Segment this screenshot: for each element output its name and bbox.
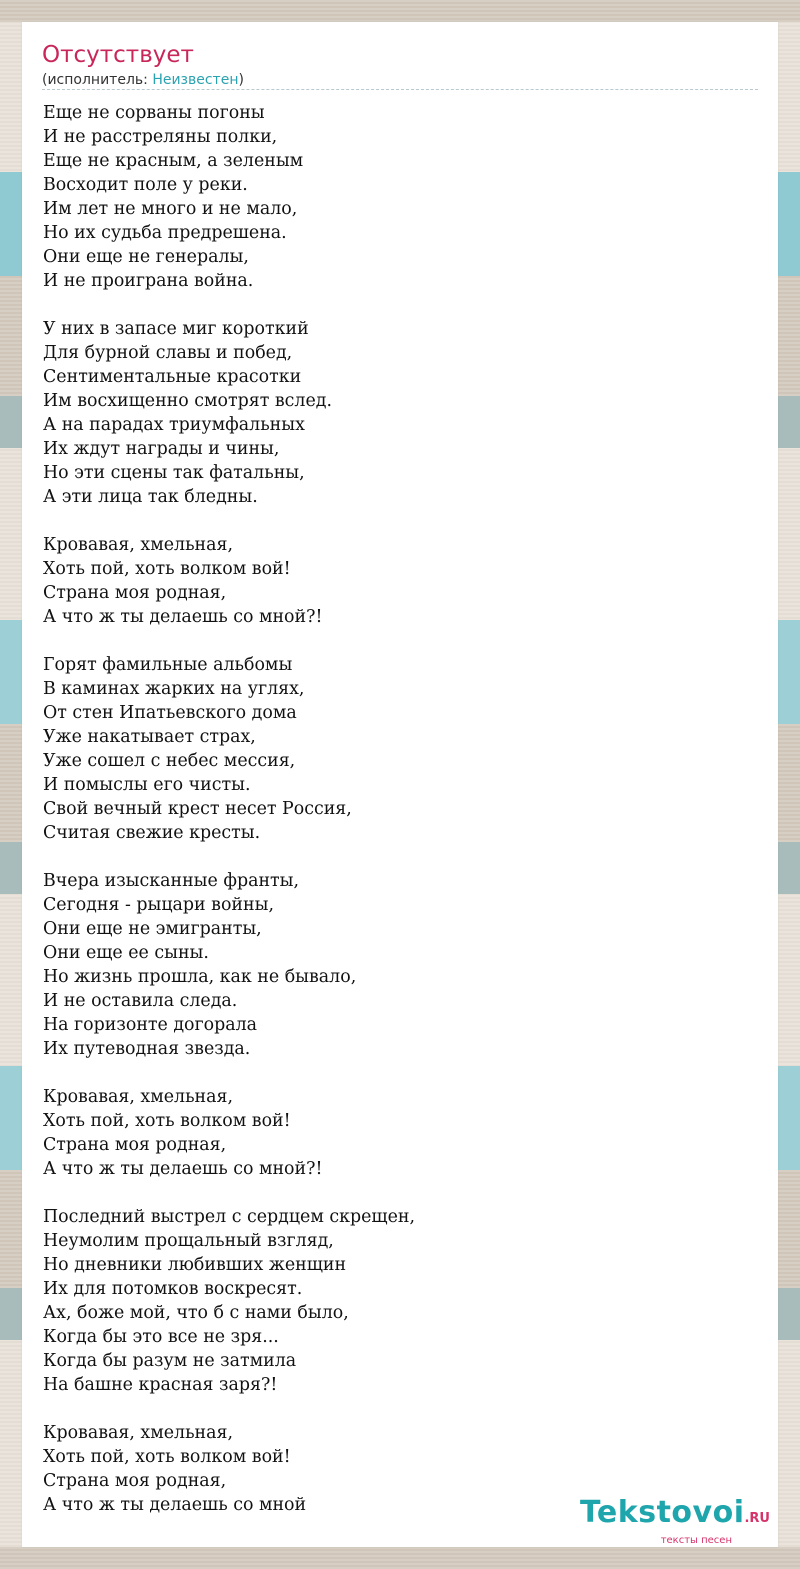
- lyrics-line: Вчера изысканные франты,: [43, 871, 300, 891]
- lyrics-card: [22, 22, 778, 1547]
- lyrics-line: Страна моя родная,: [43, 1135, 227, 1155]
- lyrics-line: И не оставила следа.: [43, 991, 238, 1011]
- logo-domain: .RU: [744, 1511, 770, 1526]
- lyrics-line: На башне красная заря?!: [43, 1375, 278, 1395]
- lyrics-stanza: [43, 1205, 758, 1397]
- logo-name: Tekstovoi: [579, 1495, 745, 1530]
- lyrics-line: А что ж ты делаешь со мной?!: [43, 1159, 323, 1179]
- lyrics-line: И не проиграна война.: [43, 271, 254, 291]
- lyrics-line: Свой вечный крест несет Россия,: [43, 799, 352, 819]
- lyrics-stanza: [43, 869, 758, 1061]
- lyrics-line: Их для потомков воскресят.: [43, 1279, 303, 1299]
- lyrics-line: Сегодня - рыцари войны,: [43, 895, 274, 915]
- lyrics-line: Сентиментальные красотки: [43, 367, 302, 387]
- lyrics-line: Но их судьба предрешена.: [43, 223, 287, 243]
- lyrics-line: Уже сошел с небес мессия,: [43, 751, 296, 771]
- lyrics-line: А на парадах триумфальных: [43, 415, 305, 435]
- lyrics-line: Когда бы это все не зря...: [43, 1327, 279, 1347]
- background-stripe: [0, 1547, 800, 1569]
- lyrics-line: В каминах жарких на углях,: [43, 679, 305, 699]
- artist-suffix: ): [238, 72, 244, 88]
- lyrics-line: Хоть пой, хоть волком вой!: [43, 559, 291, 579]
- lyrics-line: Они еще ее сыны.: [43, 943, 209, 963]
- logo-wordmark: [560, 1497, 770, 1535]
- lyrics-line: Но жизнь прошла, как не бывало,: [43, 967, 357, 987]
- lyrics-line: Неумолим прощальный взгляд,: [43, 1231, 334, 1251]
- lyrics-line: Последний выстрел с сердцем скрещен,: [43, 1207, 415, 1227]
- lyrics-line: Кровавая, хмельная,: [43, 1087, 234, 1107]
- lyrics-line: Им лет не много и не мало,: [43, 199, 298, 219]
- artist-line: [42, 71, 244, 89]
- lyrics-line: Ах, боже мой, что б с нами было,: [43, 1303, 349, 1323]
- lyrics-line: Еще не красным, а зеленым: [43, 151, 304, 171]
- lyrics-line: И не расстреляны полки,: [43, 127, 278, 147]
- lyrics-line: Хоть пой, хоть волком вой!: [43, 1447, 291, 1467]
- lyrics-line: Восходит поле у реки.: [43, 175, 248, 195]
- lyrics-line: У них в запасе миг короткий: [43, 319, 309, 339]
- lyrics-line: От стен Ипатьевского дома: [43, 703, 297, 723]
- lyrics-line: Страна моя родная,: [43, 583, 227, 603]
- lyrics-line: Но дневники любивших женщин: [43, 1255, 347, 1275]
- lyrics-line: Считая свежие кресты.: [43, 823, 261, 843]
- lyrics-line: Их путеводная звезда.: [43, 1039, 251, 1059]
- lyrics-line: Их ждут награды и чины,: [43, 439, 280, 459]
- lyrics-text: [43, 101, 758, 1517]
- lyrics-line: Горят фамильные альбомы: [43, 655, 293, 675]
- logo-tagline: тексты песен: [660, 1535, 732, 1546]
- lyrics-line: Хоть пой, хоть волком вой!: [43, 1111, 291, 1131]
- lyrics-stanza: [43, 1085, 758, 1181]
- lyrics-line: Кровавая, хмельная,: [43, 535, 234, 555]
- lyrics-line: И помыслы его чисты.: [43, 775, 251, 795]
- lyrics-stanza: [43, 533, 758, 629]
- lyrics-stanza: [43, 317, 758, 509]
- lyrics-line: Когда бы разум не затмила: [43, 1351, 297, 1371]
- lyrics-line: Но эти сцены так фатальны,: [43, 463, 305, 483]
- background-stripe: [0, 0, 800, 22]
- lyrics-line: Они еще не генералы,: [43, 247, 249, 267]
- lyrics-line: Им восхищенно смотрят вслед.: [43, 391, 332, 411]
- lyrics-line: Они еще не эмигранты,: [43, 919, 262, 939]
- lyrics-line: Страна моя родная,: [43, 1471, 227, 1491]
- lyrics-line: А что ж ты делаешь со мной: [43, 1495, 307, 1515]
- title-divider: [42, 89, 758, 90]
- lyrics-line: Еще не сорваны погоны: [43, 103, 265, 123]
- song-title: Отсутствует: [42, 42, 194, 68]
- lyrics-line: Уже накатывает страх,: [43, 727, 256, 747]
- lyrics-line: На горизонте догорала: [43, 1015, 258, 1035]
- lyrics-line: А что ж ты делаешь со мной?!: [43, 607, 323, 627]
- lyrics-line: Для бурной славы и побед,: [43, 343, 293, 363]
- lyrics-line: Кровавая, хмельная,: [43, 1423, 234, 1443]
- lyrics-stanza: [43, 101, 758, 293]
- artist-link[interactable]: Неизвестен: [152, 72, 239, 88]
- lyrics-line: А эти лица так бледны.: [43, 487, 258, 507]
- lyrics-stanza: [43, 653, 758, 845]
- artist-prefix: (исполнитель:: [42, 72, 153, 88]
- site-logo[interactable]: [560, 1495, 770, 1546]
